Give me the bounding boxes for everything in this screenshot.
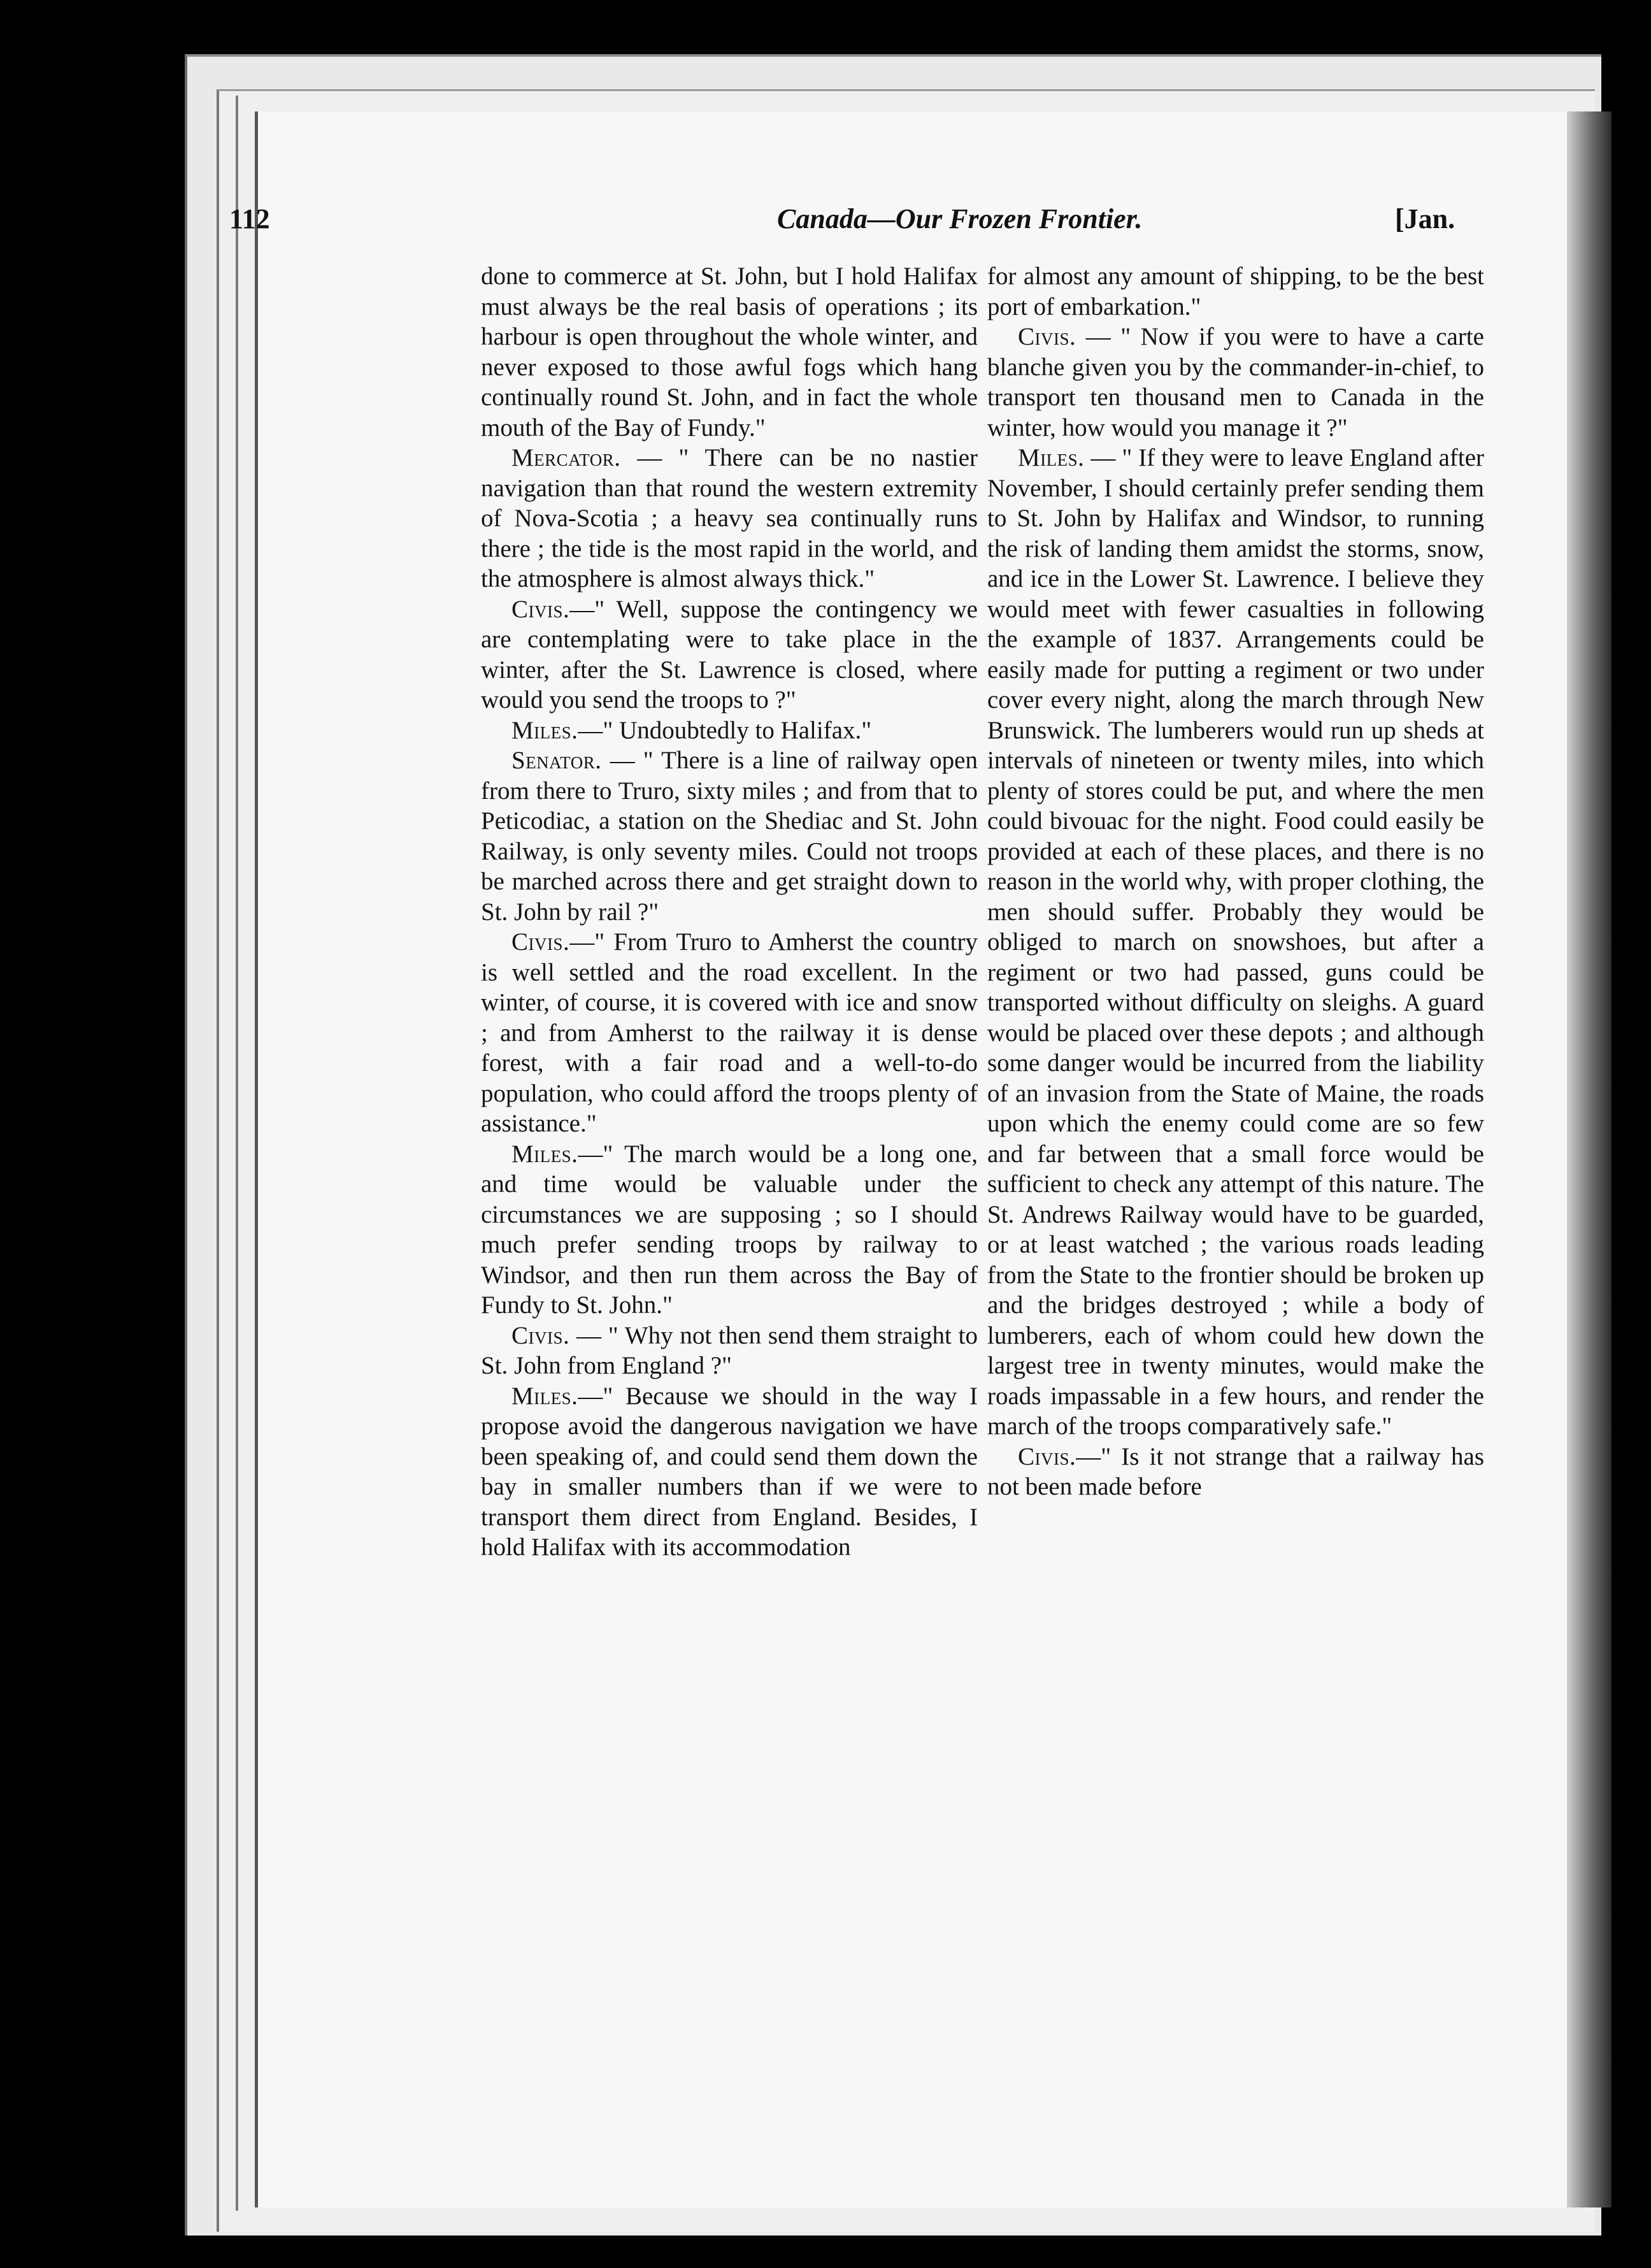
speaker-name: Miles.	[511, 1140, 578, 1168]
speaker-name: Miles.	[1018, 444, 1085, 471]
paragraph	[481, 927, 978, 1139]
paragraph-text: — " There is a line of railway open from there to Truro, sixty miles ; and from that to Peticodiac, a station on the Shediac and St. John Railway, is only seventy miles. Could not troops be marched across there and get straight down to St. John by rail ?"	[481, 747, 978, 926]
paragraph-text: —" Because we should in the way I propose avoid the dangerous navigation we have been speaking of, and could send them down the bay in smaller numbers than if we were to transport them direct from England. Besides, I hold Halifax with its accommodation	[481, 1382, 978, 1561]
paragraph	[481, 443, 978, 594]
running-date: [Jan.	[1395, 203, 1455, 234]
paragraph-text: for almost any amount of shipping, to be the best port of embarkation."	[987, 262, 1484, 320]
paragraph-text: — " There can be no nastier navigation than that round the western extremity of Nova-Scotia ; a heavy sea continually runs there ; the tide is the most rapid in the world, and the atmosphere is almost always thick."	[481, 444, 978, 592]
running-title: Canada—Our Frozen Frontier.	[777, 203, 1143, 234]
speaker-name: Civis.	[511, 1321, 570, 1349]
running-head	[0, 203, 1651, 241]
speaker-name: Miles.	[511, 716, 578, 744]
paragraph	[987, 261, 1484, 322]
speaker-name: Civis.	[511, 595, 570, 623]
paragraph-text: —" From Truro to Amherst the country is well settled and the road excellent. In the winter, of course, it is covered with ice and snow ; and from Amherst to the railway it is dense forest, with a fair road and a well-to-do population, who could afford the troops plenty of assistance."	[481, 928, 978, 1137]
speaker-name: Civis.	[1018, 323, 1076, 350]
paragraph	[481, 261, 978, 443]
page-number: 112	[229, 203, 270, 234]
binding-gutter	[236, 96, 238, 2211]
paragraph-text: —" Is it not strange that a railway has not been made before	[987, 1442, 1484, 1500]
paragraph	[481, 594, 978, 715]
paragraph-text: — " Now if you were to have a carte blanche given you by the commander-in-chief, to transport ten thousand men to Canada in the winter, how would you manage it ?"	[987, 323, 1484, 441]
paragraph-text: done to commerce at St. John, but I hold Halifax must always be the real basis of operations ; its harbour is open throughout the whole winter, and never exposed to those awful fogs which hang continually round St. John, and in fact the whole mouth of the Bay of Fundy."	[481, 262, 978, 441]
speaker-name: Senator.	[511, 747, 602, 774]
speaker-name: Civis.	[511, 928, 570, 956]
paragraph	[987, 1442, 1484, 1502]
paragraph-text: — " Why not then send them straight to St. John from England ?"	[481, 1321, 978, 1379]
paragraph-text: —" The march would be a long one, and time would be valuable under the circumstances we are supposing ; so I should much prefer sending troops by railway to Windsor, and then run them across the Bay of Fundy to St. John."	[481, 1140, 978, 1319]
left-column	[481, 261, 978, 1563]
paragraph-text: —" Undoubtedly to Halifax."	[578, 716, 872, 744]
paragraph	[481, 715, 978, 746]
right-column	[987, 261, 1484, 1502]
paragraph	[481, 1321, 978, 1381]
paragraph-text: — " If they were to leave England after November, I should certainly prefer sending them to St. John by Halifax and Windsor, to running the risk of landing them amidst the storms, snow, and ice in the Lower St. Lawrence. I believe they would meet with fewer casualties in following the example of 1837. Arrangements could be easily made for putting a regiment or two under cover every night, along the march through New Brunswick. The lumberers would run up sheds at intervals of nineteen or twenty miles, into which plenty of stores could be put, and where the men could bivouac for the night. Food could easily be provided at each of these places, and there is no reason in the world why, with proper clothing, the men should suffer. Probably they would be obliged to march on snowshoes, but after a regiment or two had passed, guns could be transported without difficulty on sleighs. A guard would be placed over these depots ; and although some danger would be incurred from the liability of an invasion from the State of Maine, the roads upon which the enemy could come are so few and far between that a small force would be sufficient to check any attempt of this nature. The St. Andrews Railway would have to be guarded, or at least watched ; the various roads leading from the State to the frontier should be broken up and the bridges destroyed ; while a body of lumberers, each of whom could hew down the largest tree in twenty minutes, would make the roads impassable in a few hours, and render the march of the troops comparatively safe."	[987, 444, 1484, 1440]
paragraph	[481, 1381, 978, 1563]
paragraph	[987, 322, 1484, 443]
speaker-name: Miles.	[511, 1382, 578, 1410]
paragraph-text: —" Well, suppose the contingency we are contemplating were to take place in the winter, after the St. Lawrence is closed, where would you send the troops to ?"	[481, 595, 978, 714]
paragraph	[481, 745, 978, 927]
paragraph	[987, 443, 1484, 1442]
speaker-name: Mercator.	[511, 444, 621, 471]
speaker-name: Civis.	[1018, 1442, 1076, 1470]
page-edge-shadow	[1567, 111, 1612, 2207]
paragraph	[481, 1139, 978, 1321]
